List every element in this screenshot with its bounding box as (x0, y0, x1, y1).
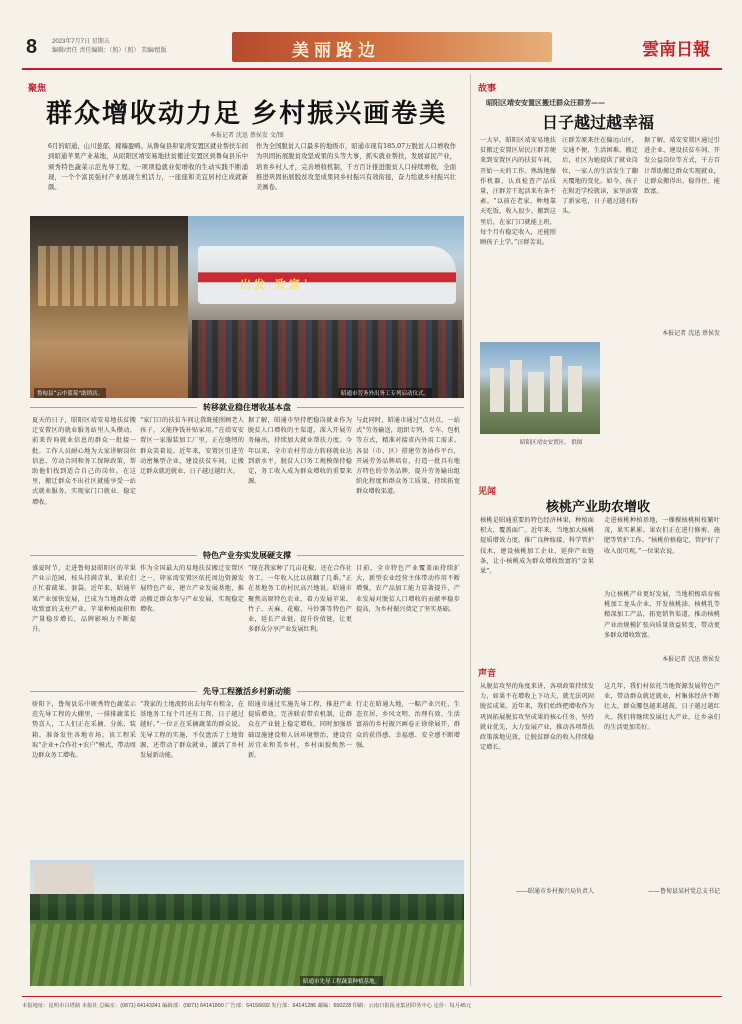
feature-photo-pair (30, 216, 464, 398)
story-headline: 日子越过越幸福 (541, 115, 654, 132)
story-body-c-cont (606, 342, 720, 434)
section-banner (232, 32, 552, 62)
photo-caption-bottom: 昭通市先导工程蔬菜种植基地。 (300, 976, 383, 986)
crowd-illustration (192, 320, 462, 398)
body-3a: 骄阳下，鲁甸县乐中颁秀特色蔬菜示范先导工程的大棚里，一排排蔬菜长势喜人，工人们正在采摘、分拣、装箱，准备发往各地市场。该工程采取“企业+合作社+农户”模式，带动周边群众务工增收。 (32, 701, 136, 760)
main-headline: 群众增收动力足 乡村振兴画卷美 (46, 98, 448, 128)
section-tag-story: 故事 (478, 83, 497, 93)
body-3b: “我家的土地流转出去每年有租金，在基地务工每个月还有工资，日子越过越好。”一位正在采摘蔬菜的群众说。先导工程的实施，不仅盘活了土地资源，还带动了群众就业，激活了乡村发展新动能。 (140, 701, 244, 760)
story-body-b: 汪群芳原来住在偏远山区，交通不便，生活困难。搬迁后，社区为她提供了就业岗位，一家人的生活发生了翻天覆地的变化。如今，孩子在附近学校就读，家里添置了新家电，日子越过越有盼头。 (562, 137, 638, 216)
industry-headline: 核桃产业助农增收 (545, 499, 650, 514)
footer-info: 本报地址：昆明市白塔路 本报社 总编室：(0871) 64143341 编辑部：(0871) 64141890 广告部：64156692 发行部：64141286 邮编：650228 印刷：云南日报报业集团印务中心 定价：每月45元 (22, 996, 722, 1009)
issue-date: 2023年7月7日 星期五 (52, 39, 110, 45)
page-number: 8 (26, 36, 38, 58)
resettlement-photo (480, 342, 600, 434)
masthead (22, 30, 722, 66)
body-2d: 目前，全市特色产业覆盖面持续扩大，新型农业经营主体带动作用不断增强，农产品加工能力显著提升，产业发展对脱贫人口增收的贡献率稳步提高，为乡村振兴奠定了坚实基础。 (356, 565, 460, 613)
section-tag-focus: 聚焦 (28, 83, 47, 93)
voice-body-a: 从脱贫攻坚的角度来讲，各项政策持续发力，如果不在增收上下功夫，就无法巩固脱贫成果。近年来，我们始终把增收作为巩固拓展脱贫攻坚成果的核心任务，坚持就业优先，大力发展产业，推动各项帮扶政策落地见效，让脱贫群众的收入持续稳定增长。 (480, 683, 594, 752)
lead-paragraph-1: 6月的昭通，山川葱郁，稼穑盈畴。从鲁甸县卯家湾安置区就业帮扶车间到昭通苹果产业基地，从昭阳区靖安易地扶贫搬迁安置区到鲁甸县乐中颁秀特色蔬菜示范先导工程，一项项稳就业促增收的生动实践不断涌现，一个个富民强村产业展现生机活力，一座座和美宜居村庄成就新颜。 (48, 143, 248, 192)
industry-body-b: 走进核桃种植基地，一棵棵核桃树枝繁叶茂，果实累累。果农们正在进行修剪、施肥等管护工作。“核桃价格稳定，管护好了收入很可观。”一位果农说。 (604, 517, 720, 555)
photo-caption-resettlement: 昭阳区靖安安置区。 供图 (520, 440, 583, 446)
issue-editors: 编辑/责任 责任编辑：（照）（照） 美编/组版 (52, 48, 167, 54)
voice-body-b: 这几年，我们村依托当地资源发展特色产业，带动群众就近就业，村集体经济不断壮大，群众腰包越来越鼓，日子越过越红火。我们将继续发展壮大产业，让乡亲们的生活更加美好。 (604, 683, 720, 731)
body-1c: 据了解，昭通市坚持把稳岗就业作为脱贫人口增收的主渠道，深入开展劳务输出，持续加大就业帮扶力度。今年以来，全市农村劳动力转移就业达到新水平，脱贫人口务工规模保持稳定，务工收入成为群众增收的重要来源。 (248, 417, 352, 486)
body-1a: 夏天的日子，昭阳区靖安易地扶贫搬迁安置区的就业服务站里人头攒动，前来咨询就业信息的群众一批接一批。工作人员耐心地为大家讲解岗位信息、劳动合同和务工保障政策，帮助他们找到适合自己的岗位。在这里，搬迁群众不出社区就能享受一站式就业服务，实现家门口就业、稳定增收。 (32, 417, 136, 506)
body-2b: 作为全国最大的易地扶贫搬迁安置区之一，卯家湾安置区依托周边资源发展特色产业，建立产业发展基地，推动搬迁群众参与产业发展，实现稳定增收。 (140, 565, 244, 613)
industry-body-c: 为让核桃产业更好发展，当地积极培育核桃加工龙头企业，开发核桃油、核桃乳等精深加工产品，拓宽销售渠道，推动核桃产业由规模扩张向质量效益转变，带动更多群众增收致富。 (604, 591, 720, 639)
photo-caption-right: 昭通市劳务外出务工专列启动仪式。 (338, 388, 432, 398)
body-1d: 与此同时，昭通市通过“点对点、一站式”劳务输送，组织专列、专车、包机等方式，精准对接省内外用工需求。各县（市、区）搭建劳务协作平台，开展劳务品牌培育，打造一批具有地方特色的劳务品牌，提升劳务输出组织化程度和群众务工质量，持续拓宽群众增收渠道。 (356, 417, 460, 496)
body-3d: 行走在昭通大地，一幅产业兴旺、生态宜居、乡风文明、治理有效、生活富裕的乡村振兴画卷正徐徐展开，群众的获得感、幸福感、安全感不断增强。 (356, 701, 460, 749)
body-1b: “家门口的扶贫车间让我既能照顾老人孩子，又能挣钱补贴家用。”在靖安安置区一家服装加工厂里，正在缝纫的群众笑着说。近年来，安置区引进劳动密集型企业，建设扶贫车间，让搬迁群众就近就业，日子越过越红火。 (140, 417, 244, 476)
story-body-a: 一大早，昭阳区靖安易地扶贫搬迁安置区居民汪群芳便来到安置区内的扶贫车间，开始一天的工作。熟练地操作机器、认真检查产品质量，汪群芳干起活来有条不紊。“以前在老家，种地靠天吃饭，收入很少。搬到这里后，在家门口就能上班，每个月有稳定收入，还能照顾孩子上学。”汪群芳说。 (480, 137, 556, 247)
photo-caption-left: 鲁甸县“云中蓝莓”助销店。 (34, 388, 106, 398)
byline: 本报记者 沈迅 蔡侯发 文/图 (210, 132, 284, 139)
story-kicker: 昭阳区靖安安置区搬迁群众汪群芳—— (486, 98, 605, 107)
subhead-2: 特色产业夯实发展硬支撑 (30, 550, 464, 561)
lead-paragraph-2: 作为全国脱贫人口最多的地级市，昭通市现有185.07万脱贫人口增收作为巩固拓展脱贫攻坚成果的头等大事，抓实就业帮扶，发展富民产业，培育乡村人才，完善增收机制，千方百计推进脱贫人口持续增收，全面推进巩固拓展脱贫攻坚成果同乡村振兴有效衔接，奋力绘就乡村振兴壮美画卷。 (256, 143, 456, 192)
masthead-rule (22, 68, 722, 70)
column-divider (470, 74, 471, 986)
blueberry-shop-photo (30, 216, 188, 398)
subhead-3: 先导工程激活乡村新动能 (30, 686, 464, 697)
body-2c: “现在我家种了几亩花椒，还在合作社务工，一年收入比以前翻了几番。”正在基地务工的村民高兴地说。昭通市聚焦高原特色农业，着力发展苹果、竹子、天麻、花椒、马铃薯等特色产业，延长产业链，提升价值链，让更多群众分享产业发展红利。 (248, 565, 352, 634)
subhead-1: 转移就业稳住增收基本盘 (30, 402, 464, 413)
voice-signature-1: ——昭通市乡村振兴局负责人 (515, 888, 594, 895)
story-body-c: 据了解，靖安安置区通过引进企业、建设扶贫车间、开发公益岗位等方式，千方百计帮助搬迁群众实现就业，让群众搬得出、稳得住、能致富。 (644, 137, 720, 196)
section-tag-view: 见闻 (478, 486, 497, 496)
industry-signature: 本报记者 沈迅 蔡侯发 (662, 656, 720, 663)
vegetable-base-photo (30, 860, 464, 986)
body-2a: 盛夏时节，走进鲁甸县昭阳区的苹果产业示范园，枝头挂满青果，果农们正忙着疏果、套袋。近年来，昭通苹果产业加快发展，已成为当地群众增收致富的支柱产业。苹果种植面积和产量稳步增长，品牌影响力不断提升。 (32, 565, 136, 634)
section-tag-voice: 声音 (478, 668, 497, 678)
newspaper-logo: 雲南日報 (642, 40, 710, 60)
story-signature: 本报记者 沈迅 蔡侯发 (662, 330, 720, 337)
voice-signature-2: ——鲁甸县某村党总支书记 (647, 888, 720, 895)
train-illustration (198, 246, 456, 304)
section-banner-title: 美丽路边 (292, 41, 380, 61)
train-banner-text: 出发·致富！ (240, 278, 317, 291)
issue-info (52, 38, 167, 56)
industry-body-a: 核桃是昭通重要的特色经济林果，种植面积大、覆盖面广。近年来，当地加大核桃提质增效力度，推广良种嫁接、科学管护技术，建设核桃加工企业，延伸产业链条，让小核桃成为群众增收致富的“金果果”。 (480, 517, 594, 576)
body-3c: 昭通市通过实施先导工程，推进产业提质增效，完善联农带农机制，让群众在产业链上稳定增收。同时加强基础设施建设和人居环境整治，建设宜居宜业和美乡村，乡村面貌焕然一新。 (248, 701, 352, 760)
